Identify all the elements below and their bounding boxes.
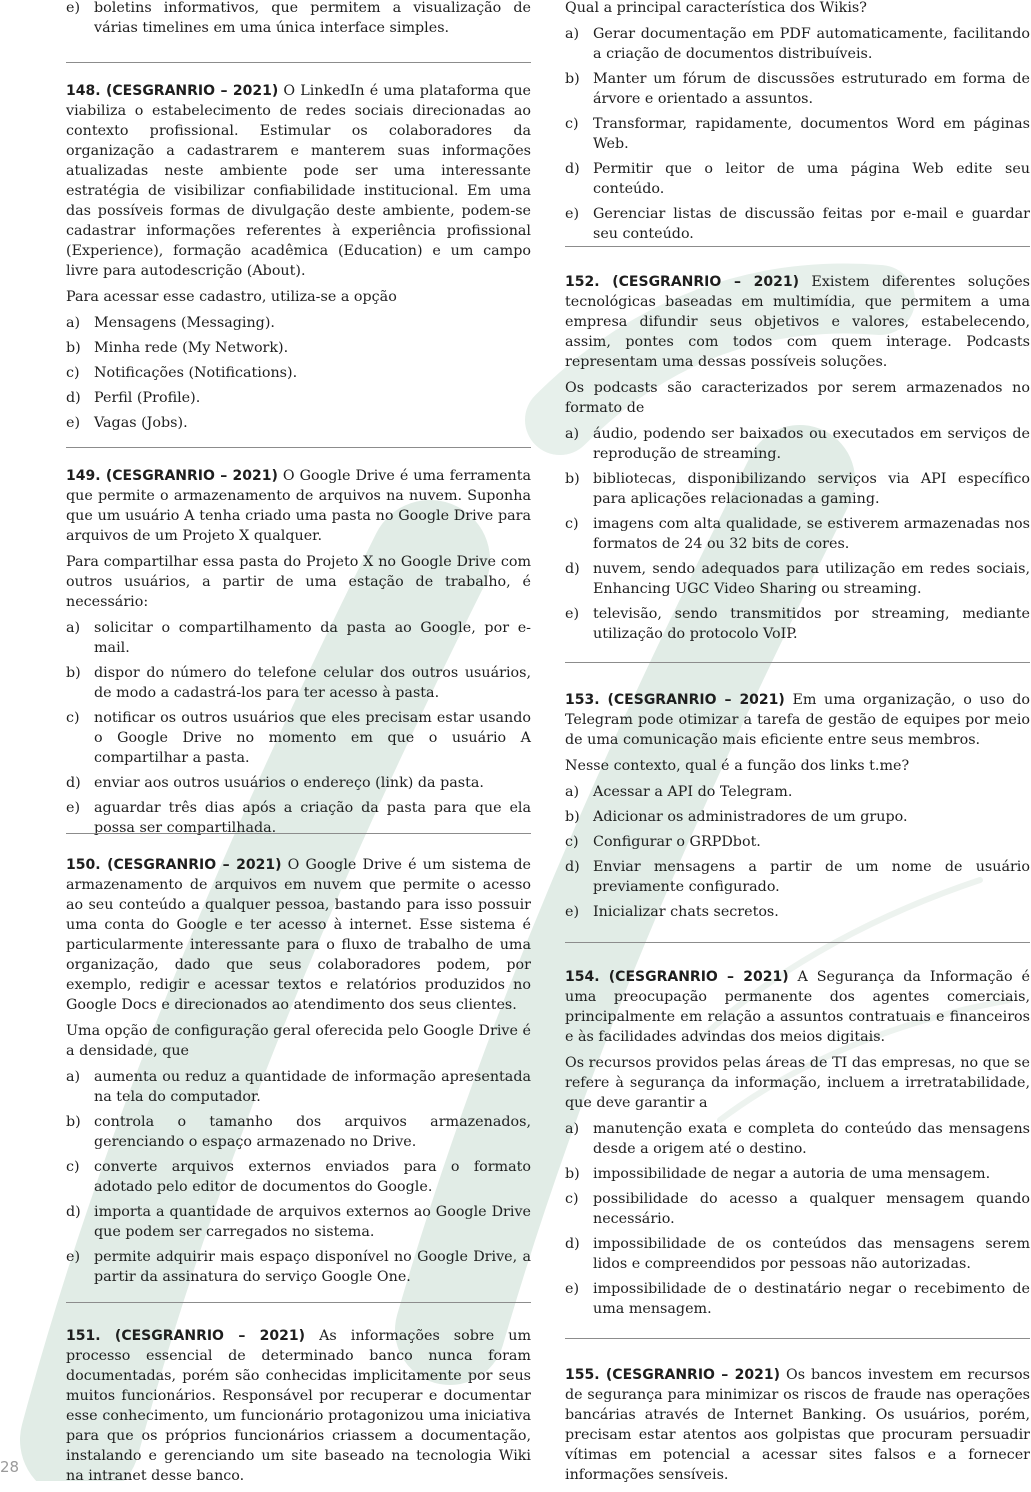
question-source: (CESGRANRIO – 2021) — [608, 969, 789, 985]
question-number — [565, 692, 785, 708]
answer-option — [66, 618, 531, 658]
question-stem — [565, 272, 1030, 372]
answer-option — [66, 0, 531, 38]
answer-option — [66, 773, 531, 793]
option-list — [66, 1067, 531, 1287]
paragraph-text: O Google Drive é um sistema de armazenamento de arquivos em nuvem que permite o acesso ao seu conteúdo a qualquer pessoa, bastando para isso possuir uma conta do Google e ter acesso à internet. Esse sistema é particularmente interessante para o fluxo de trabalho de uma organização, dado que seus colaboradores podem, por exemplo, redigir e acessar textos e relatórios produzidos no Google Docs e direcionados ao atendimento dos seus clientes. — [66, 857, 532, 1013]
answer-option — [66, 363, 531, 383]
separator-line — [66, 833, 531, 834]
option-text: importa a quantidade de arquivos externos ao Google Drive que podem ser carregados no sistema. — [94, 1204, 531, 1240]
separator-line — [565, 1338, 1030, 1339]
answer-option — [66, 708, 531, 768]
option-letter: d) — [66, 1204, 81, 1220]
question-prompt — [66, 287, 531, 307]
option-list — [66, 0, 531, 38]
question-number — [565, 969, 789, 985]
answer-option — [66, 338, 531, 358]
separator-line — [66, 1302, 531, 1303]
answer-option — [66, 1067, 531, 1107]
answer-option — [565, 514, 1030, 554]
option-text: Vagas (Jobs). — [94, 415, 188, 431]
option-text: áudio, podendo ser baixados ou executados em serviços de reprodução de streaming. — [593, 426, 1030, 462]
answer-option — [66, 1157, 531, 1197]
question-stem — [66, 81, 531, 281]
option-text: imagens com alta qualidade, se estiverem armazenadas nos formatos de 24 ou 32 bits de cores. — [593, 516, 1030, 552]
separator-line — [66, 62, 531, 63]
question-source: (CESGRANRIO – 2021) — [106, 83, 279, 99]
question-number — [66, 857, 281, 873]
answer-option — [565, 24, 1030, 64]
option-text: impossibilidade de o destinatário negar o recebimento de uma mensagem. — [593, 1281, 1030, 1317]
option-letter: e) — [565, 904, 580, 920]
option-list — [565, 424, 1030, 644]
answer-option — [565, 807, 1030, 827]
option-letter: d) — [565, 1236, 580, 1252]
paragraph-text: As informações sobre um processo essencial de determinado banco nunca foram documentadas, porém são conhecidas implicitamente por seus muitos funcionários. Responsável por recuperar e documentar esse conhecimento, um funcionário protagonizou uma iniciativa para que os próprios funcionários criassem a documentação, instalando e gerenciando um site baseado na tecnologia Wiki na intranet desse banco. — [66, 1328, 531, 1484]
option-letter: b) — [66, 340, 81, 356]
option-text: Notificações (Notifications). — [94, 365, 298, 381]
option-list — [66, 618, 531, 838]
answer-option — [66, 1247, 531, 1287]
paragraph-text: Os recursos providos pelas áreas de TI das empresas, no que se refere à segurança da informação, incluem a irretratabilidade, que deve garantir a — [565, 1055, 1030, 1111]
option-text: permite adquirir mais espaço disponível no Google Drive, a partir da assinatura do serviço Google One. — [94, 1249, 531, 1285]
question-stem — [565, 690, 1030, 750]
option-text: Configurar o GRPDbot. — [593, 834, 761, 850]
option-text: notificar os outros usuários que eles precisam estar usando o Google Drive no momento em que o usuário A compartilhar a pasta. — [94, 710, 531, 766]
question-prompt — [66, 1021, 531, 1061]
option-text: impossibilidade de negar a autoria de uma mensagem. — [593, 1166, 991, 1182]
option-letter: e) — [66, 415, 81, 431]
separator-line — [66, 447, 531, 448]
option-list — [565, 1119, 1030, 1319]
option-letter: e) — [66, 800, 81, 816]
option-letter: c) — [565, 1191, 579, 1207]
page-number: 28 — [0, 1458, 20, 1476]
answer-option — [66, 1202, 531, 1242]
option-text: Acessar a API do Telegram. — [593, 784, 793, 800]
answer-option — [565, 69, 1030, 109]
answer-option — [565, 1189, 1030, 1229]
question-number-value: 155. — [565, 1367, 600, 1383]
paragraph-text: Para acessar esse cadastro, utiliza-se a opção — [66, 289, 397, 305]
answer-option — [565, 782, 1030, 802]
option-text: televisão, sendo transmitidos por streaming, mediante utilização do protocolo VoIP. — [593, 606, 1030, 642]
answer-option — [66, 663, 531, 703]
option-letter: e) — [565, 1281, 580, 1297]
paragraph-text: Qual a principal característica dos Wikis? — [565, 0, 867, 16]
answer-option — [66, 413, 531, 433]
question-number — [66, 83, 278, 99]
answer-option — [565, 114, 1030, 154]
option-letter: b) — [565, 809, 580, 825]
option-letter: b) — [66, 1114, 81, 1130]
option-letter: d) — [66, 775, 81, 791]
option-text: nuvem, sendo adequados para utilização em redes sociais, Enhancing UGC Video Sharing ou streaming. — [593, 561, 1030, 597]
paragraph-text: O Google Drive é uma ferramenta que permite o armazenamento de arquivos na nuvem. Suponha que um usuário A tenha criado uma pasta no Google Drive para arquivos de um Projeto X qualquer. — [66, 468, 532, 544]
paragraph-text: Em uma organização, o uso do Telegram pode otimizar a tarefa de gestão de equipes por meio de uma comunicação mais eficiente entre seus membros. — [565, 692, 1030, 748]
question-source: (CESGRANRIO – 2021) — [612, 274, 800, 290]
option-letter: b) — [565, 1166, 580, 1182]
question-number — [66, 468, 278, 484]
answer-option — [565, 204, 1030, 244]
question-source: (CESGRANRIO – 2021) — [107, 857, 282, 873]
paragraph-text: A Segurança da Informação é uma preocupação permanente dos agentes comerciais, principalmente em relação a assuntos contratuais e financeiros e às facilidades advindas dos meios digitais. — [565, 969, 1030, 1045]
question-stem — [565, 967, 1030, 1047]
option-letter: a) — [66, 315, 81, 331]
paragraph-text: Os bancos investem em recursos de segurança para minimizar os riscos de fraude nas operações bancárias através de Internet Banking. Os usuários, porém, precisam estar atentos aos golpistas que procuram persuadir vítimas em potencial a acessar sites falsos e a fornecer informações sensíveis. — [565, 1367, 1030, 1483]
question-number-value: 149. — [66, 468, 101, 484]
answer-option — [66, 798, 531, 838]
option-letter: a) — [565, 426, 580, 442]
separator-line — [565, 942, 1030, 943]
option-letter: a) — [66, 1069, 81, 1085]
question-block — [66, 1326, 531, 1492]
continued-question — [66, 0, 531, 43]
question-block — [66, 81, 531, 438]
option-text: Enviar mensagens a partir de um nome de usuário previamente configurado. — [593, 859, 1030, 895]
option-text: manutenção exata e completa do conteúdo das mensagens desde a origem até o destino. — [593, 1121, 1030, 1157]
option-text: enviar aos outros usuários o endereço (link) da pasta. — [94, 775, 484, 791]
option-letter: d) — [565, 859, 580, 875]
question-number-value: 151. — [66, 1328, 101, 1344]
answer-option — [565, 424, 1030, 464]
option-text: dispor do número do telefone celular dos outros usuários, de modo a cadastrá-los para ter acesso à pasta. — [94, 665, 531, 701]
separator-line — [565, 246, 1030, 247]
question-prompt — [565, 756, 1030, 776]
paragraph-text: Para compartilhar essa pasta do Projeto X no Google Drive com outros usuários, a partir de uma estação de trabalho, é necessário: — [66, 554, 531, 610]
option-letter: c) — [565, 516, 579, 532]
question-block — [565, 690, 1030, 927]
question-prompt — [565, 0, 1030, 18]
option-text: Gerenciar listas de discussão feitas por e-mail e guardar seu conteúdo. — [593, 206, 1030, 242]
question-prompt — [565, 378, 1030, 418]
option-letter: d) — [66, 390, 81, 406]
question-stem — [565, 1365, 1030, 1485]
option-text: boletins informativos, que permitem a visualização de várias timelines em uma única interface simples. — [94, 0, 531, 36]
question-number-value: 150. — [66, 857, 101, 873]
answer-option — [66, 388, 531, 408]
option-letter: e) — [66, 0, 81, 16]
option-text: controla o tamanho dos arquivos armazenados, gerenciando o espaço armazenado no Drive. — [94, 1114, 531, 1150]
question-number-value: 153. — [565, 692, 600, 708]
question-source: (CESGRANRIO – 2021) — [607, 692, 785, 708]
option-letter: c) — [66, 710, 80, 726]
option-letter: e) — [66, 1249, 81, 1265]
answer-option — [66, 1112, 531, 1152]
question-block — [66, 855, 531, 1292]
option-letter: a) — [565, 1121, 580, 1137]
continued-question — [565, 0, 1030, 249]
option-text: possibilidade do acesso a qualquer mensagem quando necessário. — [593, 1191, 1030, 1227]
paragraph-text: Nesse contexto, qual é a função dos links t.me? — [565, 758, 910, 774]
paragraph-text: O LinkedIn é uma plataforma que viabiliza o estabelecimento de redes sociais direcionadas ao contexto profissional. Estimular os colaboradores da organização a cadastrarem e manterem suas informações atualizadas neste ambiente pode ser uma interessante estratégia de visibilizar confiabilidade institucional. Em uma das possíveis formas de divulgação deste ambiente, podem-se cadastrar informações referentes à experiência profissional (Experience), formação acadêmica (Education) e um campo livre para autodescrição (About). — [66, 83, 531, 279]
question-block — [565, 967, 1030, 1324]
question-source: (CESGRANRIO – 2021) — [105, 468, 278, 484]
option-letter: a) — [565, 784, 580, 800]
option-letter: a) — [66, 620, 81, 636]
option-text: impossibilidade de os conteúdos das mensagens serem lidos e compreendidos por pessoas não autorizadas. — [593, 1236, 1030, 1272]
question-number — [565, 274, 799, 290]
option-letter: e) — [565, 206, 580, 222]
option-letter: e) — [565, 606, 580, 622]
option-letter: c) — [565, 834, 579, 850]
option-letter: c) — [66, 365, 80, 381]
question-stem — [66, 855, 531, 1015]
question-block — [66, 466, 531, 843]
option-text: Manter um fórum de discussões estruturado em forma de árvore e orientado a assuntos. — [593, 71, 1030, 107]
answer-option — [565, 832, 1030, 852]
option-text: Permitir que o leitor de uma página Web edite seu conteúdo. — [593, 161, 1030, 197]
answer-option — [565, 1279, 1030, 1319]
option-text: solicitar o compartilhamento da pasta ao Google, por e-mail. — [94, 620, 531, 656]
option-text: aguardar três dias após a criação da pasta para que ela possa ser compartilhada. — [94, 800, 531, 836]
question-prompt — [66, 552, 531, 612]
paragraph-text: Uma opção de configuração geral oferecida pelo Google Drive é a densidade, que — [66, 1023, 531, 1059]
question-number — [66, 1328, 305, 1344]
answer-option — [565, 469, 1030, 509]
question-source: (CESGRANRIO – 2021) — [114, 1328, 306, 1344]
option-letter: c) — [66, 1159, 80, 1175]
option-letter: b) — [66, 665, 81, 681]
answer-option — [565, 559, 1030, 599]
question-number — [565, 1367, 780, 1383]
option-text: bibliotecas, disponibilizando serviços via API específico para aplicações relacionadas a gaming. — [593, 471, 1030, 507]
answer-option — [565, 159, 1030, 199]
option-text: Perfil (Profile). — [94, 390, 201, 406]
option-text: aumenta ou reduz a quantidade de informação apresentada na tela do computador. — [94, 1069, 531, 1105]
answer-option — [565, 1119, 1030, 1159]
answer-option — [66, 313, 531, 333]
option-text: Gerar documentação em PDF automaticamente, facilitando a criação de documentos distribuíveis. — [593, 26, 1030, 62]
paragraph-text: Os podcasts são caracterizados por serem armazenados no formato de — [565, 380, 1030, 416]
answer-option — [565, 857, 1030, 897]
option-text: converte arquivos externos enviados para o formato adotado pelo editor de documentos do Google. — [94, 1159, 531, 1195]
separator-line — [565, 662, 1030, 663]
option-list — [565, 24, 1030, 244]
option-text: Transformar, rapidamente, documentos Word em páginas Web. — [593, 116, 1030, 152]
option-text: Inicializar chats secretos. — [593, 904, 779, 920]
question-stem — [66, 1326, 531, 1486]
question-stem — [66, 466, 531, 546]
answer-option — [565, 604, 1030, 644]
question-number-value: 152. — [565, 274, 600, 290]
answer-option — [565, 902, 1030, 922]
option-letter: c) — [565, 116, 579, 132]
paragraph-text: Existem diferentes soluções tecnológicas baseadas em multimídia, que permitem a uma empresa difundir seus objetivos e valores, estabelecendo, assim, pontes com todos com quem interage. Podcasts representam uma dessas possíveis soluções. — [565, 274, 1030, 370]
option-letter: d) — [565, 161, 580, 177]
option-list — [565, 782, 1030, 922]
option-text: Mensagens (Messaging). — [94, 315, 275, 331]
question-source: (CESGRANRIO – 2021) — [605, 1367, 780, 1383]
question-number-value: 148. — [66, 83, 101, 99]
answer-option — [565, 1164, 1030, 1184]
question-prompt — [565, 1053, 1030, 1113]
option-text: Minha rede (My Network). — [94, 340, 289, 356]
option-list — [66, 313, 531, 433]
option-letter: b) — [565, 71, 580, 87]
option-letter: b) — [565, 471, 580, 487]
option-letter: a) — [565, 26, 580, 42]
question-block — [565, 272, 1030, 649]
question-number-value: 154. — [565, 969, 600, 985]
option-letter: d) — [565, 561, 580, 577]
answer-option — [565, 1234, 1030, 1274]
question-block — [565, 1365, 1030, 1491]
option-text: Adicionar os administradores de um grupo. — [593, 809, 908, 825]
